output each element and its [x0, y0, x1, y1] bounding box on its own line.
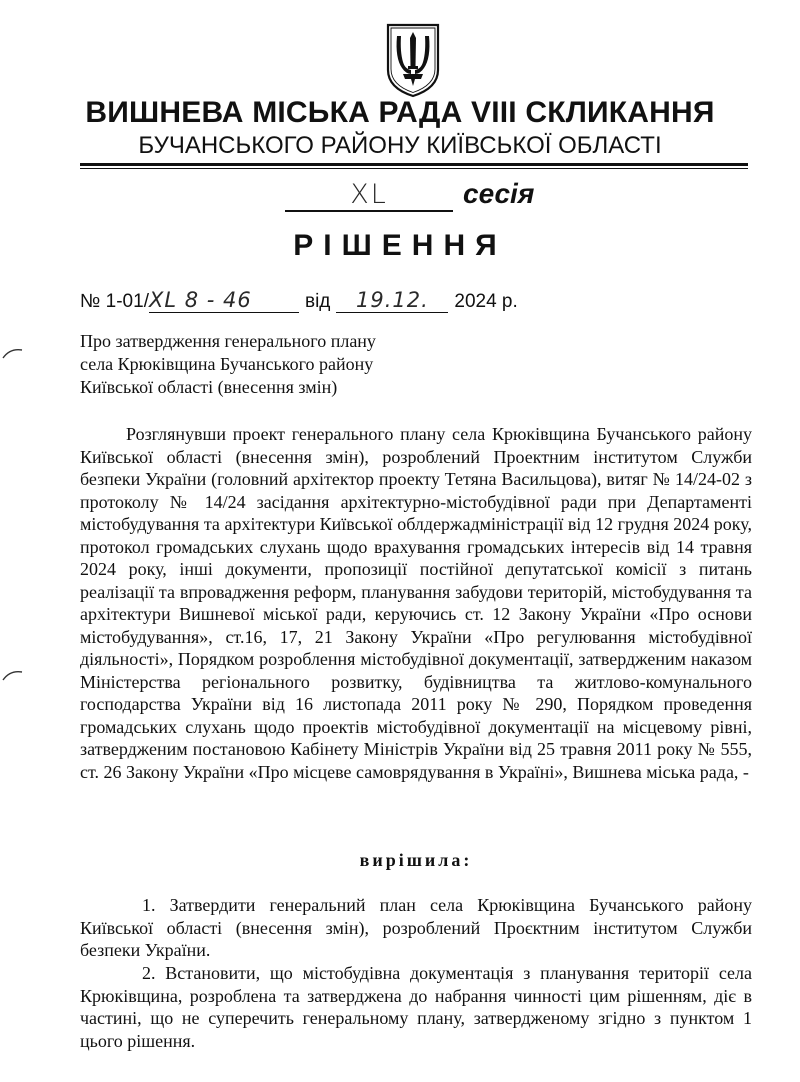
- decision-title: РІШЕННЯ: [293, 229, 507, 262]
- decision-number-date-line: [80, 288, 518, 316]
- decided-heading: вирішила:: [359, 850, 473, 870]
- subject-line: села Крюківщина Бучанського району: [80, 354, 374, 374]
- decision-item-2: 2. Встановити, що містобудівна документація з планування території села Крюківщина, розроблена та затверджена до набрання чинності цим рішенням, діє в частині, що не суперечить генеральному плану, затвердженому згідно з пунктом 1 цього рішення.: [80, 963, 752, 1051]
- council-name: ВИШНЕВА МІСЬКА РАДА VIII СКЛИКАННЯ: [85, 96, 715, 129]
- subject-line: Київської області (внесення змін): [80, 377, 338, 397]
- decision-item-1: 1. Затвердити генеральний план села Крюківщина Бучанського району Київської області (внесення змін), розроблений Проєктним інститутом Служби безпеки України.: [80, 895, 752, 960]
- session-label: сесія: [463, 178, 535, 209]
- decision-subject: [80, 330, 440, 399]
- margin-punch-mark-icon: [2, 668, 24, 682]
- date-prefix: від: [304, 291, 331, 312]
- subject-line: Про затвердження генерального плану: [80, 331, 376, 351]
- council-region: БУЧАНСЬКОГО РАЙОНУ КИЇВСЬКОЇ ОБЛАСТІ: [138, 132, 662, 159]
- decision-date-handwritten: 19.12.: [336, 288, 448, 313]
- margin-punch-mark-icon: [2, 346, 24, 360]
- header-divider-thin: [80, 168, 748, 169]
- decision-number-handwritten: XL 8 - 46: [149, 288, 299, 313]
- trident-coat-of-arms-icon: [385, 22, 441, 98]
- header-divider-thick: [80, 163, 748, 166]
- decision-number-prefix: № 1-01/: [80, 291, 149, 312]
- date-year-suffix: 2024 р.: [454, 291, 518, 312]
- preamble-paragraph: Розглянувши проект генерального плану села Крюківщина Бучанського району Київської області (внесення змін), розроблений Проектним інститутом Служби безпеки України (головний архітектор проекту Тетяна Васильцова), витяг № 14/24-02 з протоколу № 14/24 засідання архітектурно-містобудівної ради при Департаменті містобудування та архітектури Київської облдержадміністрації від 12 грудня 2024 року, протокол громадських слухань щодо врахування громадських інтересів від 14 травня 2024 року, інші документи, пропозиції постійної депутатської комісії з питань реалізації та впровадження реформ, планування забудови територій, містобудування та архітектури Вишневої міської ради, керуючись ст. 12 Закону України «Про основи містобудування», ст.16, 17, 21 Закону України «Про регулювання містобудівної діяльності», Порядком розроблення містобудівної документації, затвердженим наказом Міністерства регіонального розвитку, будівництва та житлово-комунального господарства України від 16 листопада 2011 року № 290, Порядком проведення громадських слухань щодо проектів містобудівної документації на місцевому рівні, затвердженим постановою Кабінету Міністрів України від 25 травня 2011 року № 555, ст. 26 Закону України «Про місцеве самоврядування в Україні», Вишнева міська рада, -: [80, 424, 752, 782]
- session-number-handwritten: XL: [285, 180, 453, 212]
